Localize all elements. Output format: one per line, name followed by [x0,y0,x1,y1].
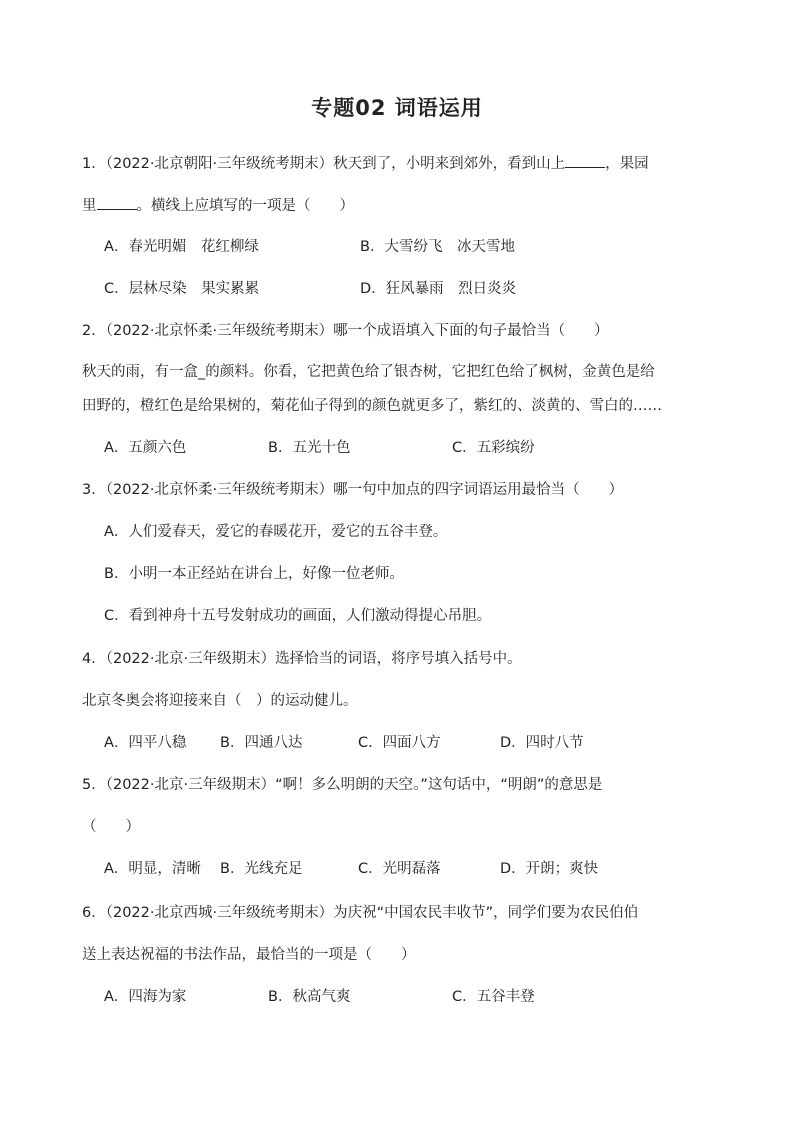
option-c: C．光明磊落 [358,861,441,877]
question-3-option-c: C．看到神舟十五号发射成功的画面，人们激动得提心吊胆。 [104,608,492,624]
option-c: C．五彩缤纷 [452,440,535,456]
option-c: C．层林尽染 果实累累 [104,281,260,297]
question-1-line-1 [82,153,649,174]
page-title: 专题02 词语运用 [311,96,483,120]
question-2-stem: 2．（2022·北京怀柔·三年级统考期末）哪一个成语填入下面的句子最恰当（ ） [82,323,609,339]
question-2-passage-line-1: 秋天的雨，有一盒_的颜料。你看，它把黄色给了银杏树，它把红色给了枫树，金黄色是给 [82,364,655,380]
question-1-stem-cont: ，果园 [605,156,649,172]
question-1-line-2 [82,195,354,216]
question-2-options [104,438,535,458]
question-6-stem-cont: 送上表达祝福的书法作品，最恰当的一项是（ ） [82,947,416,963]
option-a: A．四海为家 [104,989,187,1005]
option-d: D．开朗；爽快 [500,861,599,877]
option-a: A．四平八稳 [104,735,187,751]
question-3-option-a: A．人们爱春天，爱它的春暖花开，爱它的五谷丰登。 [104,524,448,540]
option-b: B．大雪纷飞 冰天雪地 [360,239,515,255]
option-b: B．光线充足 [220,861,303,877]
answer-blank [97,195,137,210]
option-a: A．春光明媚 花红柳绿 [104,239,259,255]
question-4-stem: 4．（2022·北京·三年级期末）选择恰当的词语，将序号填入括号中。 [82,651,522,667]
option-a: A．明显，清晰 [104,861,201,877]
question-1-stem-cont: 里 [82,198,97,214]
question-3-stem: 3．（2022·北京怀柔·三年级统考期末）哪一句中加点的四字词语运用最恰当（ ） [82,482,624,498]
option-b: B．五光十色 [268,440,351,456]
question-3-option-b: B．小明一本正经站在讲台上，好像一位老师。 [104,566,404,582]
question-5-answer-paren: （ ） [82,819,140,835]
question-4-sentence: 北京冬奥会将迎接来自（ ）的运动健儿。 [82,693,358,709]
question-1-options-row-2 [104,279,516,299]
option-d: D．狂风暴雨 烈日炎炎 [360,281,517,297]
question-5-options [104,859,598,879]
option-a: A．五颜六色 [104,440,187,456]
question-4-options [104,733,584,753]
question-5-stem: 5．（2022·北京·三年级期末）“啊！多么明朗的天空。”这句话中，“明朗”的意思是 [82,777,603,793]
question-1-options-row-1 [104,237,515,257]
option-d: D．四时八节 [500,735,584,751]
option-c: C．四面八方 [358,735,441,751]
question-6-options [104,987,535,1007]
answer-blank [565,153,605,168]
option-b: B．四通八达 [220,735,303,751]
question-2-passage-line-2: 田野的，橙红色是给果树的，菊花仙子得到的颜色就更多了，紫红的、淡黄的、雪白的…… [82,398,662,414]
question-6-stem: 6．（2022·北京西城·三年级统考期末）为庆祝“中国农民丰收节”，同学们要为农民伯伯 [82,905,639,921]
question-1-stem: 1．（2022·北京朝阳·三年级统考期末）秋天到了，小明来到郊外，看到山上 [82,156,566,172]
question-1-stem-end: 。横线上应填写的一项是（ ） [136,198,354,214]
option-c: C．五谷丰登 [452,989,535,1005]
option-b: B．秋高气爽 [268,989,351,1005]
